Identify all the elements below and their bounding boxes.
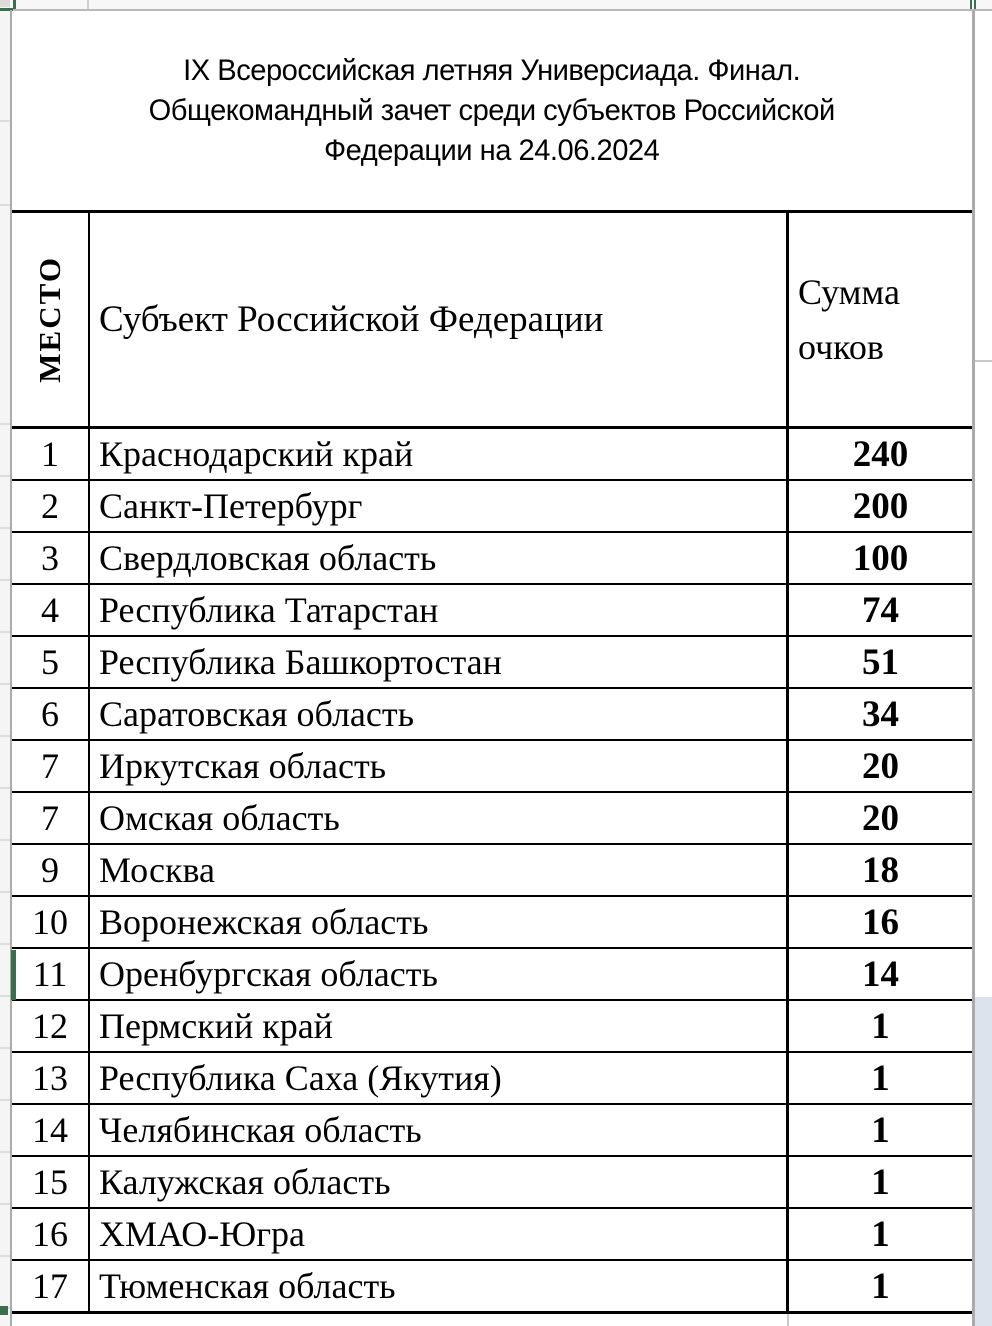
selection-border-top-right-tick xyxy=(974,0,976,9)
points-cell-text: 51 xyxy=(862,641,899,683)
table-row xyxy=(12,793,972,845)
subject-cell-text: Тюменская область xyxy=(99,1266,396,1306)
points-cell[interactable] xyxy=(789,897,972,947)
table-row xyxy=(12,689,972,741)
subject-cell-text: Иркутская область xyxy=(99,746,387,786)
header-points-label: Сумма очков xyxy=(798,271,900,367)
selection-highlight-strip xyxy=(975,997,992,1326)
selection-fill-handle[interactable] xyxy=(0,1306,8,1315)
header-place-cell[interactable] xyxy=(12,213,90,426)
points-cell-text: 74 xyxy=(862,589,899,631)
place-cell-text: 5 xyxy=(41,642,59,682)
sheet-row-gridline-tick xyxy=(0,579,10,581)
points-cell-text: 34 xyxy=(862,693,899,735)
subject-cell[interactable] xyxy=(90,1157,789,1207)
place-cell[interactable] xyxy=(12,533,90,583)
subject-cell[interactable] xyxy=(90,429,789,479)
points-cell[interactable] xyxy=(789,1209,972,1259)
header-subject-label: Субъект Российской Федерации xyxy=(99,299,604,340)
points-cell[interactable] xyxy=(789,1157,972,1207)
points-cell[interactable] xyxy=(789,1001,972,1051)
sheet-row-gridline-tick xyxy=(0,475,10,477)
place-cell[interactable] xyxy=(12,1209,90,1259)
title-cell[interactable] xyxy=(12,11,972,210)
header-place-label: МЕСТО xyxy=(32,256,67,383)
selection-border-top-right-tick xyxy=(970,0,972,9)
table-row xyxy=(12,741,972,793)
points-cell[interactable] xyxy=(789,533,972,583)
points-cell-text: 18 xyxy=(862,849,899,891)
title-line: Общекомандный зачет среди субъектов Российской xyxy=(148,93,836,127)
points-cell[interactable] xyxy=(789,429,972,479)
table-row xyxy=(12,845,972,897)
subject-cell-text: ХМАО-Югра xyxy=(99,1214,305,1254)
place-cell[interactable] xyxy=(12,481,90,531)
subject-cell[interactable] xyxy=(90,1053,789,1103)
sheet-column-gridline xyxy=(787,1314,789,1326)
points-cell-text: 200 xyxy=(852,485,909,527)
table-row xyxy=(12,949,972,1001)
subject-cell-text: Республика Саха (Якутия) xyxy=(99,1058,502,1098)
place-cell[interactable] xyxy=(12,1105,90,1155)
points-cell[interactable] xyxy=(789,481,972,531)
sheet-row-gridline-tick xyxy=(0,631,10,633)
sheet-row-gridline-tick xyxy=(0,839,10,841)
points-cell[interactable] xyxy=(789,845,972,895)
table-row xyxy=(12,637,972,689)
points-cell[interactable] xyxy=(789,1261,972,1311)
sheet-row-gridline-tick xyxy=(0,891,10,893)
table-header-row xyxy=(12,213,972,429)
place-cell-text: 17 xyxy=(32,1266,68,1306)
points-cell-text: 100 xyxy=(852,537,909,579)
points-cell-text: 1 xyxy=(871,1213,890,1255)
sheet-row-gridline-tick xyxy=(0,683,10,685)
points-cell-text: 1 xyxy=(871,1005,890,1047)
subject-cell-text: Республика Башкортостан xyxy=(99,642,502,682)
table-row xyxy=(12,429,972,481)
points-cell[interactable] xyxy=(789,689,972,739)
points-cell[interactable] xyxy=(789,637,972,687)
table-row xyxy=(12,585,972,637)
sheet-row-gridline xyxy=(975,360,992,362)
sheet-left-margin xyxy=(0,11,10,1326)
place-cell[interactable] xyxy=(12,897,90,947)
subject-cell[interactable] xyxy=(90,1261,789,1311)
sheet-row-gridline-tick xyxy=(0,787,10,789)
place-cell-text: 7 xyxy=(41,798,59,838)
points-cell-text: 1 xyxy=(871,1109,890,1151)
place-cell-text: 3 xyxy=(41,538,59,578)
sheet-corner-cell xyxy=(0,0,10,7)
subject-cell[interactable] xyxy=(90,741,789,791)
place-cell[interactable] xyxy=(12,1157,90,1207)
sheet-row-gridline-tick xyxy=(0,995,10,997)
points-cell-text: 1 xyxy=(871,1265,890,1307)
column-gridline-tick xyxy=(87,0,89,9)
sheet-row-gridline-tick xyxy=(0,527,10,529)
place-cell[interactable] xyxy=(12,585,90,635)
place-cell[interactable] xyxy=(12,793,90,843)
subject-cell[interactable] xyxy=(90,845,789,895)
points-cell-text: 20 xyxy=(862,797,899,839)
subject-cell-text: Республика Татарстан xyxy=(99,590,439,630)
place-cell-text: 9 xyxy=(41,850,59,890)
place-cell[interactable] xyxy=(12,1001,90,1051)
subject-cell-text: Челябинская область xyxy=(99,1110,422,1150)
points-cell[interactable] xyxy=(789,949,972,999)
sheet-row-gridline-tick xyxy=(0,423,10,425)
header-points-cell[interactable] xyxy=(789,213,972,426)
place-cell-text: 15 xyxy=(32,1162,68,1202)
sheet-row-gridline-tick xyxy=(0,1047,10,1049)
sheet-row-gridline-tick xyxy=(0,120,10,122)
sheet-top-gridline-strip xyxy=(0,0,992,11)
subject-cell-text: Калужская область xyxy=(99,1162,391,1202)
sheet-row-gridline-tick xyxy=(0,943,10,945)
subject-cell-text: Санкт-Петербург xyxy=(99,486,363,526)
subject-cell-text: Омская область xyxy=(99,798,340,838)
place-cell[interactable] xyxy=(12,637,90,687)
table-row xyxy=(12,533,972,585)
points-cell-text: 14 xyxy=(862,953,899,995)
points-cell-text: 20 xyxy=(862,745,899,787)
place-cell[interactable] xyxy=(12,949,90,999)
place-cell-text: 16 xyxy=(32,1214,68,1254)
table-row xyxy=(12,1209,972,1261)
place-cell-text: 4 xyxy=(41,590,59,630)
title-line: IX Всероссийская летняя Универсиада. Финал. xyxy=(183,53,801,87)
sheet-row-gridline-tick xyxy=(0,735,10,737)
sheet-row-gridline-tick xyxy=(0,1151,10,1153)
place-cell-text: 10 xyxy=(32,902,68,942)
table-row xyxy=(12,1157,972,1209)
sheet-row-gridline-tick xyxy=(0,204,10,206)
sheet-row-gridline-tick xyxy=(0,1099,10,1101)
subject-cell[interactable] xyxy=(90,481,789,531)
table-row xyxy=(12,1053,972,1105)
table-row xyxy=(12,1001,972,1053)
place-cell[interactable] xyxy=(12,1261,90,1311)
table-row xyxy=(12,1261,972,1314)
table-row xyxy=(12,1105,972,1157)
table-title xyxy=(149,51,835,171)
place-cell[interactable] xyxy=(12,741,90,791)
points-cell[interactable] xyxy=(789,1105,972,1155)
table-row xyxy=(12,897,972,949)
subject-cell-text: Краснодарский край xyxy=(99,434,414,474)
place-cell[interactable] xyxy=(12,689,90,739)
subject-cell-text: Саратовская область xyxy=(99,694,415,734)
points-cell[interactable] xyxy=(789,793,972,843)
place-cell-text: 6 xyxy=(41,694,59,734)
selection-border-top-left-vertical xyxy=(13,0,16,9)
standings-table xyxy=(12,210,972,1314)
place-cell-text: 2 xyxy=(41,486,59,526)
header-subject-cell[interactable] xyxy=(90,213,789,426)
place-cell-text: 14 xyxy=(32,1110,68,1150)
points-cell[interactable] xyxy=(789,1053,972,1103)
subject-cell[interactable] xyxy=(90,637,789,687)
points-cell[interactable] xyxy=(789,585,972,635)
points-cell-text: 16 xyxy=(862,901,899,943)
place-cell-text: 7 xyxy=(41,746,59,786)
place-cell-text: 13 xyxy=(32,1058,68,1098)
subject-cell-text: Свердловская область xyxy=(99,538,437,578)
subject-cell[interactable] xyxy=(90,1209,789,1259)
subject-cell[interactable] xyxy=(90,1105,789,1155)
table-row xyxy=(12,481,972,533)
subject-cell-text: Воронежская область xyxy=(99,902,429,942)
subject-cell[interactable] xyxy=(90,585,789,635)
selection-border-row11 xyxy=(11,950,16,1000)
subject-cell-text: Оренбургская область xyxy=(99,954,438,994)
points-cell-text: 1 xyxy=(871,1057,890,1099)
title-line: Федерации на 24.06.2024 xyxy=(324,133,660,167)
points-cell[interactable] xyxy=(789,741,972,791)
place-cell-text: 11 xyxy=(32,954,68,994)
place-cell-text: 1 xyxy=(41,434,59,474)
points-cell-text: 1 xyxy=(871,1161,890,1203)
place-cell[interactable] xyxy=(12,845,90,895)
subject-cell[interactable] xyxy=(90,793,789,843)
place-cell[interactable] xyxy=(12,429,90,479)
subject-cell-text: Москва xyxy=(99,850,215,890)
points-cell-text: 240 xyxy=(852,433,909,475)
subject-cell[interactable] xyxy=(90,1001,789,1051)
place-cell-text: 12 xyxy=(32,1006,68,1046)
subject-cell[interactable] xyxy=(90,533,789,583)
subject-cell[interactable] xyxy=(90,949,789,999)
subject-cell[interactable] xyxy=(90,897,789,947)
place-cell[interactable] xyxy=(12,1053,90,1103)
sheet-row-gridline-tick xyxy=(0,1203,10,1205)
subject-cell[interactable] xyxy=(90,689,789,739)
sheet-row-gridline-tick xyxy=(0,1255,10,1257)
subject-cell-text: Пермский край xyxy=(99,1006,333,1046)
